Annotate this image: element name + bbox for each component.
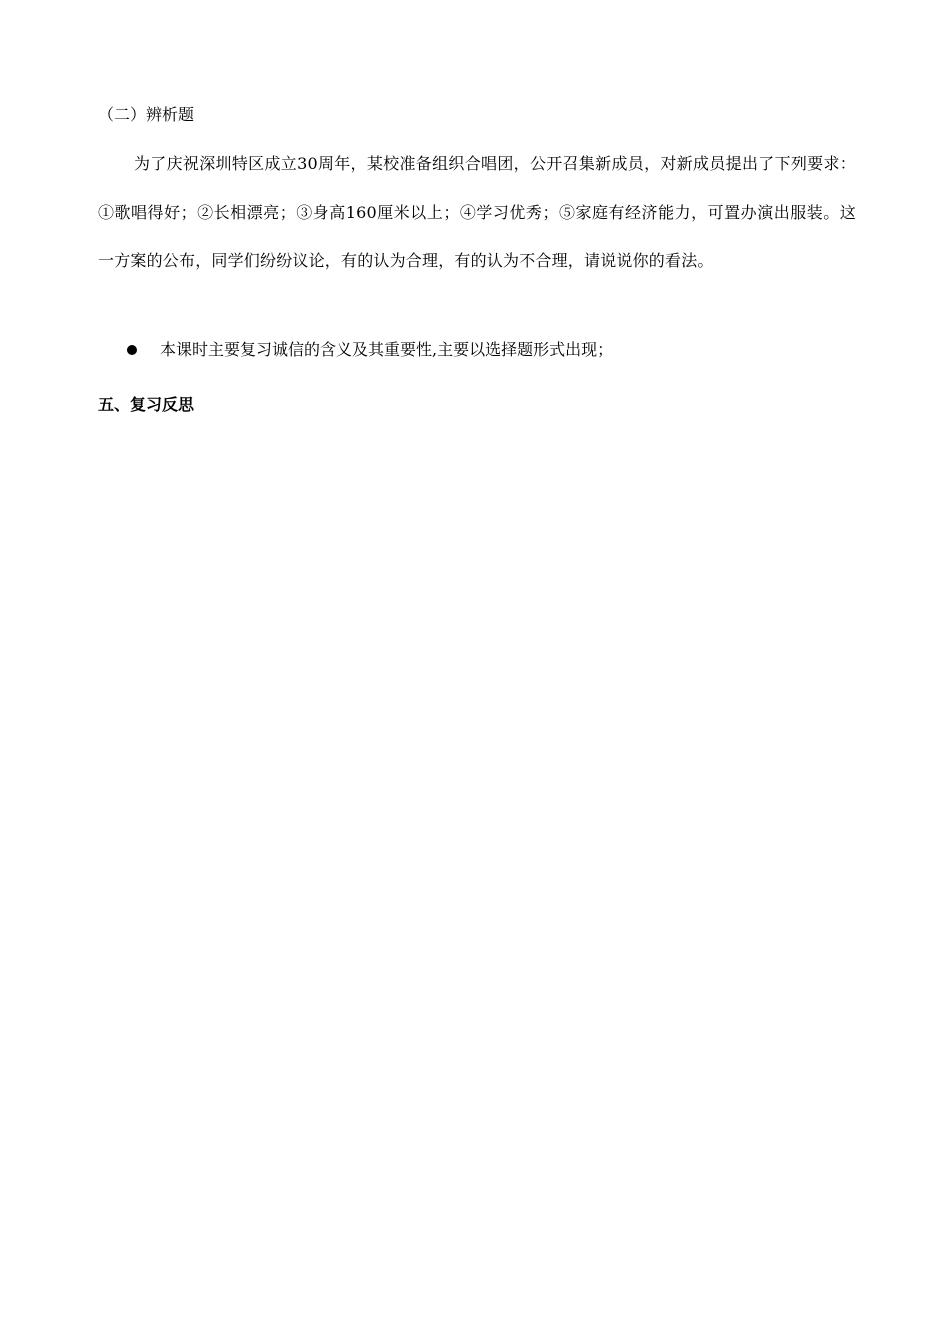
question-paragraph: 为了庆祝深圳特区成立30周年，某校准备组织合唱团，公开召集新成员，对新成员提出了下列要求：①歌唱得好；②长相漂亮；③身高160厘米以上；④学习优秀；⑤家庭有经济能力，可置办演出服装。这一方案的公布，同学们纷纷议论，有的认为合理，有的认为不合理，请说说你的看法。 [98, 154, 856, 270]
section-label: （二）辨析题 [98, 105, 195, 124]
section-heading: 五、复习反思 [98, 395, 195, 414]
bullet-text: 本课时主要复习诚信的含义及其重要性,主要以选择题形式出现； [160, 340, 614, 359]
bullet-item [127, 338, 613, 362]
bullet-icon [127, 345, 137, 355]
